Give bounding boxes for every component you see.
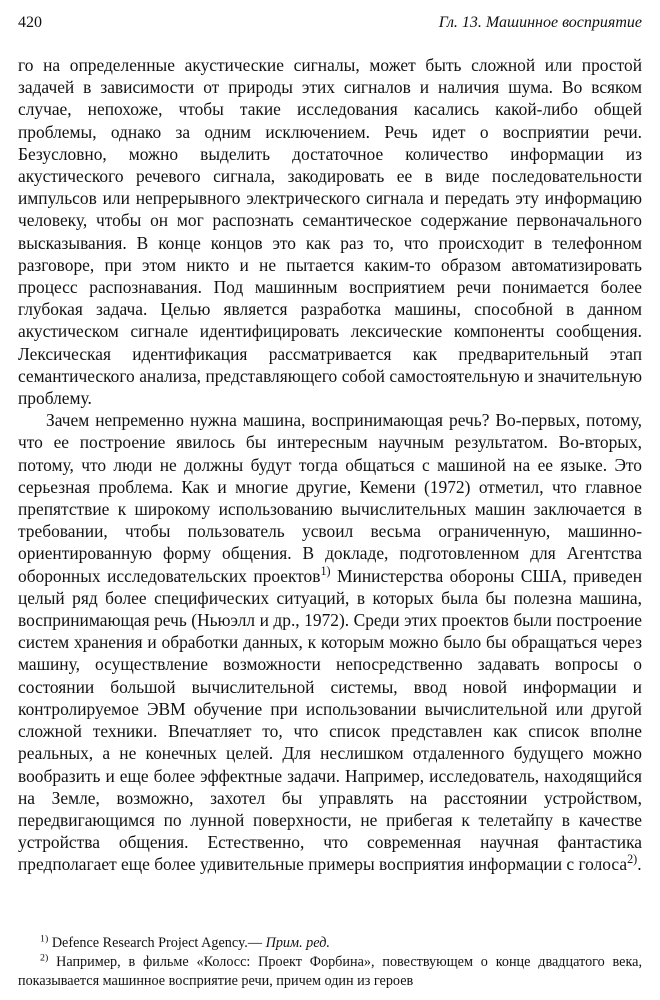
- footnote-2: [18, 953, 642, 991]
- book-page: [18, 10, 642, 990]
- page-number: 420: [18, 14, 42, 31]
- paragraph-2-end: .: [637, 854, 642, 875]
- page-header: [18, 10, 642, 36]
- footnote-1-text: Defence Research Project Agency.—: [48, 935, 266, 951]
- main-text: [18, 54, 642, 876]
- paragraph-2: [18, 409, 642, 875]
- footnotes: [18, 934, 642, 991]
- footnote-2-mark: 2): [40, 952, 49, 964]
- footnote-1: [18, 934, 642, 953]
- running-title: Гл. 13. Машинное восприятие: [438, 14, 642, 31]
- footnote-ref-1[interactable]: 1): [320, 563, 331, 578]
- paragraph-2-part-2: Министерства обороны США, приведен целый ряд более специфических ситуаций, в которых была бы полезна машина, воспринимающая речь (Ньюэлл и др., 1972). Среди этих проектов были построение систем хранения и обработки данных, к которым можно было бы обращаться через машину, осуществление возможности непосредственно задавать вопросы о состоянии большой вычислительной системы, ввод новой информации и контролируемое ЭВМ обучение при использовании вычислительной или другой сложной техники. Впечатляет то, что список представлен как список вполне реальных, а не конечных целей. Для неслишком отдаленного будущего можно вообразить и еще более эффектные задачи. Например, исследователь, находящийся на Земле, возможно, захотел бы управлять на расстоянии устройством, передвигающимся по лунной поверхности, не прибегая к телетайпу в качестве устройства общения. Естественно, что современная научная фантастика предполагает еще более удивительные примеры восприятия информации с голоса: [18, 565, 643, 875]
- footnote-2-text: Например, в фильме «Колосс: Проект Форбина», повествующем о конце двадцатого века, показывается машинное восприятие речи, причем один из героев: [18, 954, 642, 989]
- footnote-1-mark: 1): [40, 933, 49, 945]
- footnote-ref-2[interactable]: 2): [627, 852, 638, 867]
- footnote-1-editor-note: Прим. ред.: [265, 935, 330, 951]
- paragraph-2-part-1: Зачем непременно нужна машина, воспринимающая речь? Во-первых, потому, что ее построение явилось бы интересным научным результатом. Во-вторых, потому, что люди не должны будут тогда общаться с машиной на ее языке. Это серьезная проблема. Как и многие другие, Кемени (1972) отметил, что главное препятствие к широкому использованию вычислительных машин заключается в требовании, чтобы пользователь усвоил весьма ограниченную, машинно-ориентированную форму общения. В докладе, подготовленном для Агентства оборонных исследовательских проектов: [18, 410, 642, 586]
- paragraph-1: го на определенные акустические сигналы, может быть сложной или простой задачей в зависимости от природы этих сигналов и наличия шума. Во всяком случае, непохоже, чтобы такие исследования касались какой-либо общей проблемы, однако за одним исключением. Речь идет о восприятии речи. Безусловно, можно выделить достаточное количество информации из акустического речевого сигнала, закодировать ее в виде последовательности импульсов или непрерывного электрического сигнала и передать эту информацию человеку, чтобы он мог распознать семантическое содержание первоначального высказывания. В конце концов это как раз то, что происходит в телефонном разговоре, при этом никто и не пытается каким-то образом автоматизировать процесс распознавания. Под машинным восприятием речи понимается более глубокая задача. Целью является разработка машины, способной в данном акустическом сигнале идентифицировать лексические компоненты сообщения. Лексическая идентификация рассматривается как предварительный этап семантического анализа, представляющего собой самостоятельную и значительную проблему.: [18, 55, 642, 409]
